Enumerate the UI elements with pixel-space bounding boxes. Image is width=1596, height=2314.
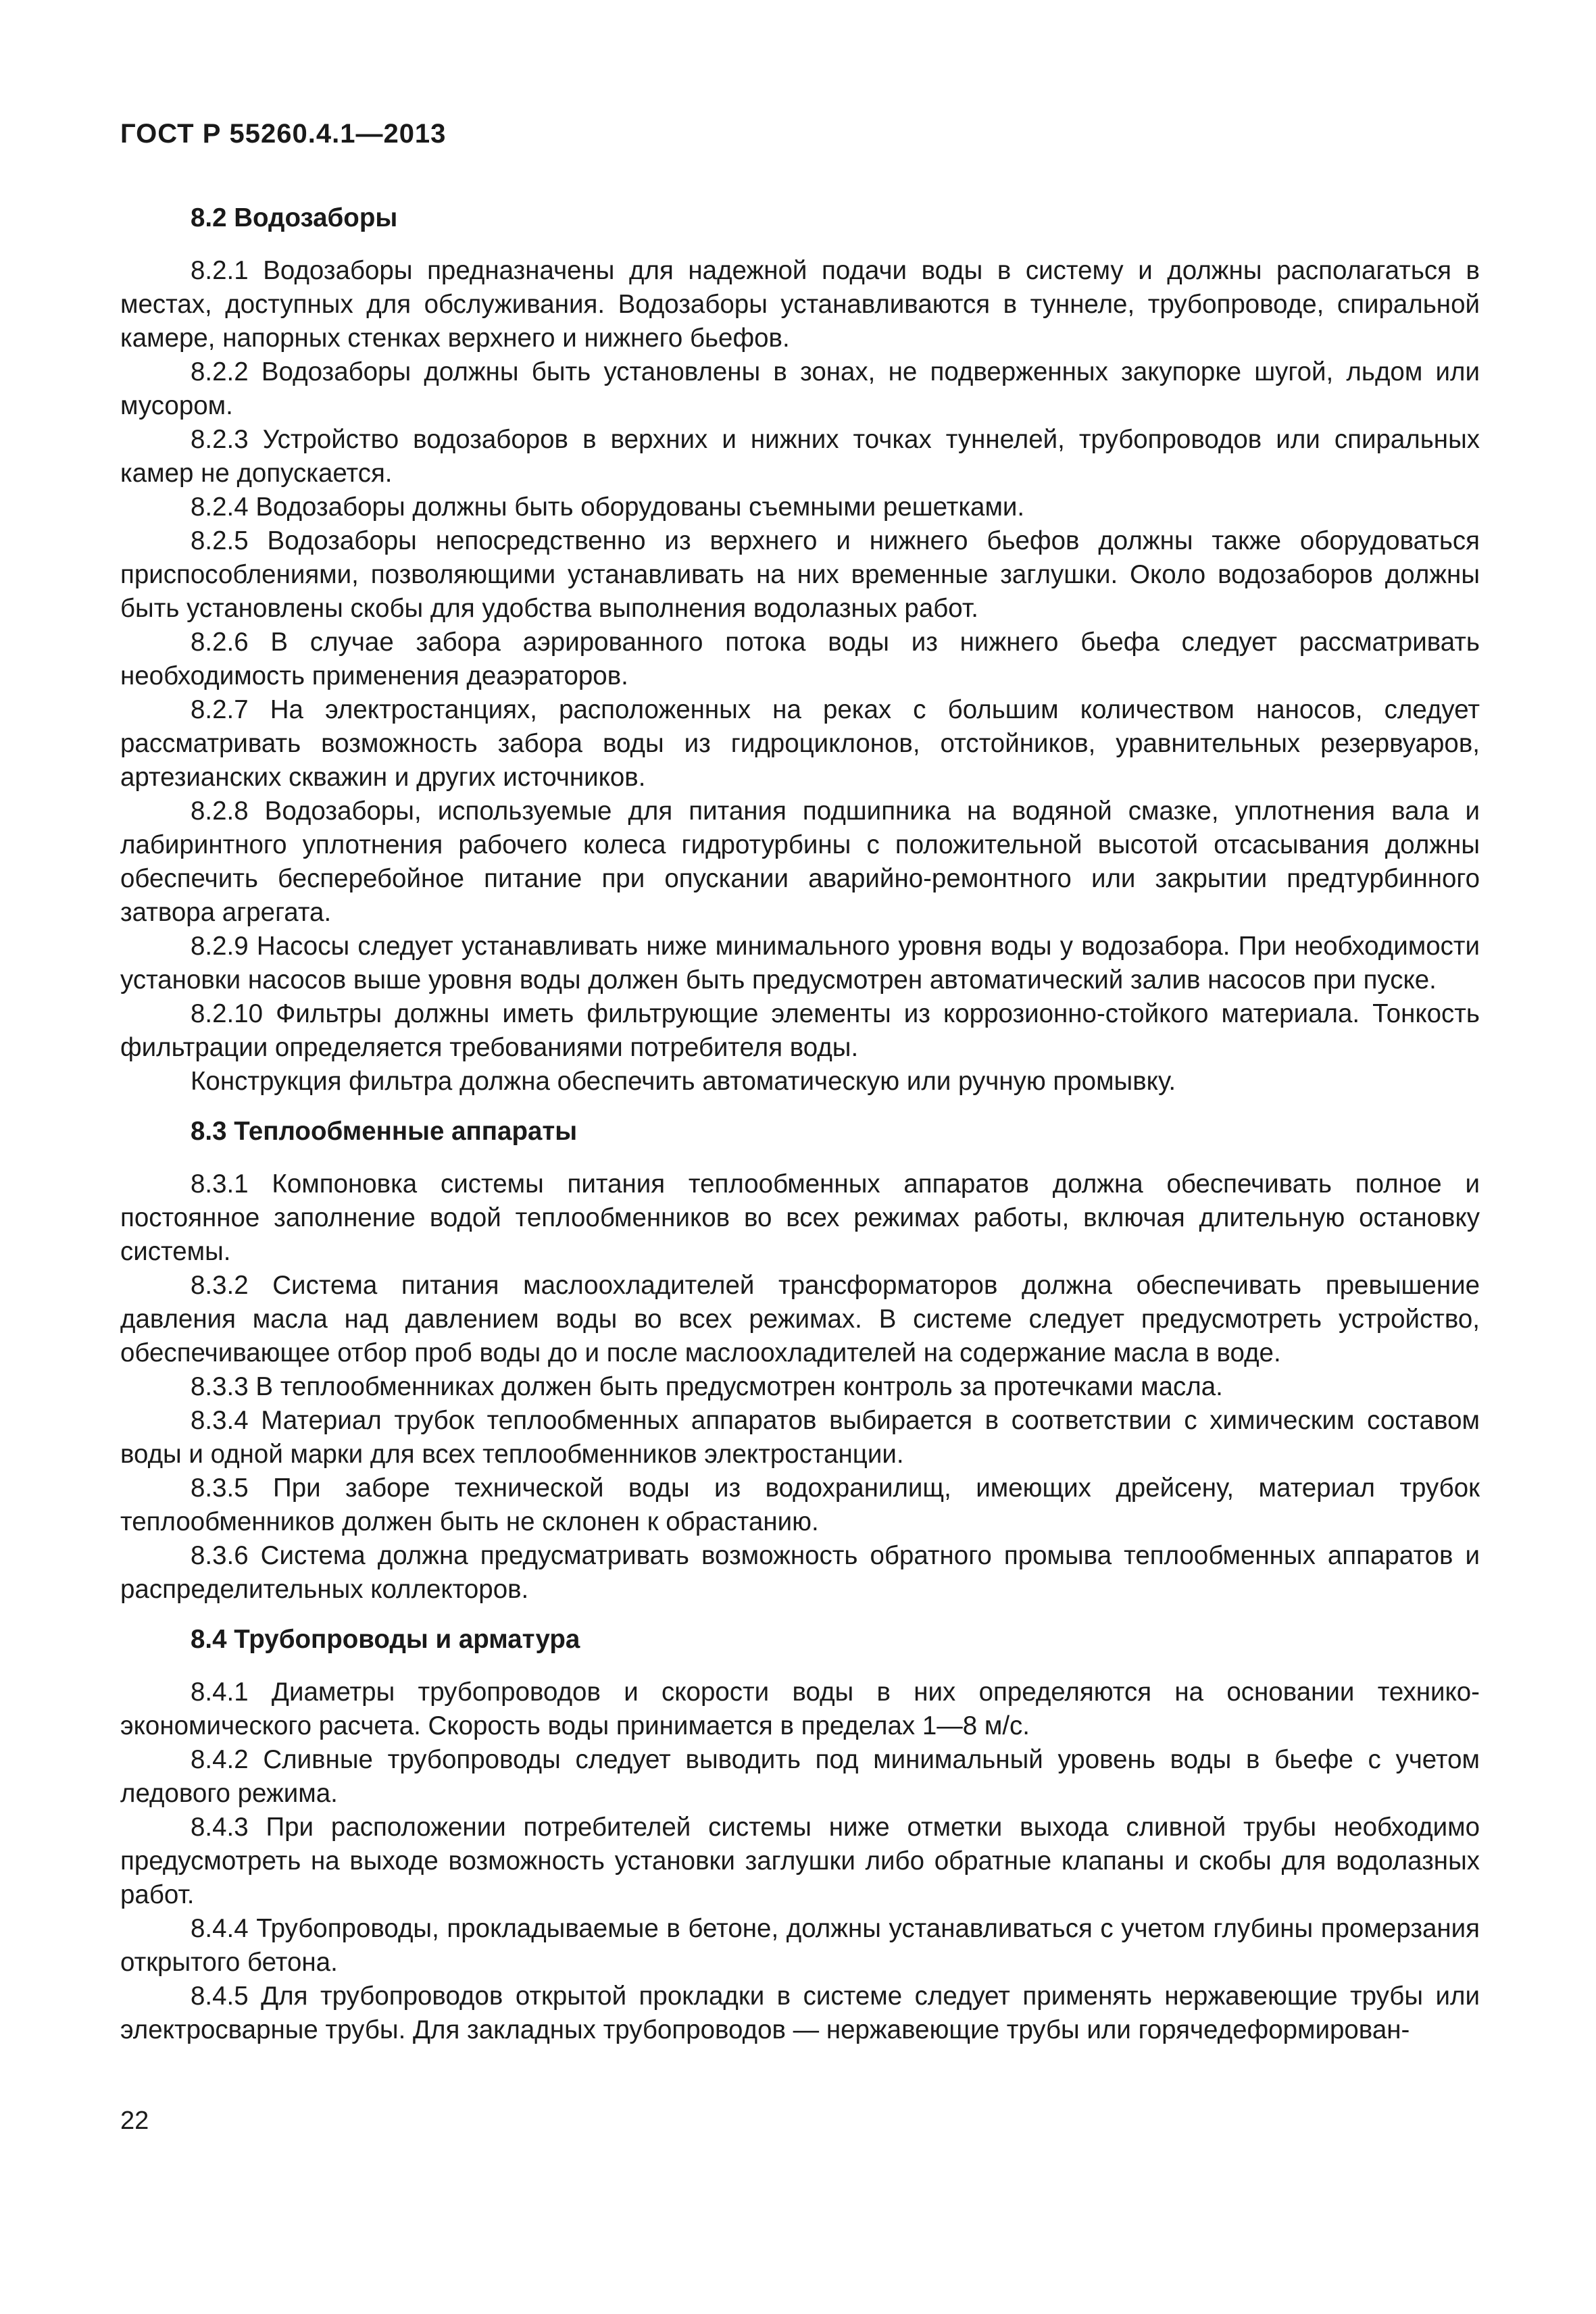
paragraph-8-2-9: 8.2.9 Насосы следует устанавливать ниже минимального уровня воды у водозабора. При необходимости установки насосов выше уровня воды должен быть предусмотрен автоматический залив насосов при пуске.: [120, 932, 1480, 995]
paragraph-8-2-2: 8.2.2 Водозаборы должны быть установлены в зонах, не подверженных закупорке шугой, льдом или мусором.: [120, 357, 1480, 420]
section-heading-8-3: 8.3 Теплообменные аппараты: [191, 1117, 578, 1146]
page-number: 22: [120, 2107, 149, 2135]
document-header: ГОСТ Р 55260.4.1—2013: [120, 119, 447, 149]
paragraph-8-2-5: 8.2.5 Водозаборы непосредственно из верхнего и нижнего бьефов должны также оборудоваться приспособлениями, позволяющими устанавливать на них временные заглушки. Около водозаборов должны быть установлены скобы для удобства выполнения водолазных работ.: [120, 526, 1480, 623]
paragraph-8-2-4: 8.2.4 Водозаборы должны быть оборудованы съемными решетками.: [191, 493, 1025, 522]
paragraph-8-3-4: 8.3.4 Материал трубок теплообменных аппаратов выбирается в соответствии с химическим составом воды и одной марки для всех теплообменников электростанции.: [120, 1406, 1480, 1469]
paragraph-8-2-6: 8.2.6 В случае забора аэрированного потока воды из нижнего бьефа следует рассматривать необходимость применения деаэраторов.: [120, 628, 1480, 690]
section-heading-8-4: 8.4 Трубопроводы и арматура: [191, 1625, 580, 1654]
paragraph-8-3-2: 8.3.2 Система питания маслоохладителей трансформаторов должна обеспечивать превышение давления масла над давлением воды во всех режимах. В системе следует предусмотреть устройство, обеспечивающее отбор проб воды до и после маслоохладителей на содержание масла в воде.: [120, 1271, 1480, 1367]
section-heading-8-2: 8.2 Водозаборы: [191, 203, 398, 232]
paragraph-8-3-5: 8.3.5 При заборе технической воды из водохранилищ, имеющих дрейсену, материал трубок теплообменников должен быть не склонен к обрастанию.: [120, 1474, 1480, 1536]
document-body: [120, 201, 1480, 2047]
paragraph-8-2-1: 8.2.1 Водозаборы предназначены для надежной подачи воды в систему и должны располагаться в местах, доступных для обслуживания. Водозаборы устанавливаются в туннеле, трубопроводе, спиральной камере, напорных стенках верхнего и нижнего бьефов.: [120, 256, 1480, 353]
paragraph-8-4-3: 8.4.3 При расположении потребителей системы ниже отметки выхода сливной трубы необходимо предусмотреть на выходе возможность установки заглушки либо обратные клапаны и скобы для водолазных работ.: [120, 1813, 1480, 1909]
paragraph-8-4-2: 8.4.2 Сливные трубопроводы следует выводить под минимальный уровень воды в бьефе с учетом ледового режима.: [120, 1745, 1480, 1808]
paragraph-8-3-1: 8.3.1 Компоновка системы питания теплообменных аппаратов должна обеспечивать полное и постоянное заполнение водой теплообменников во всех режимах работы, включая длительную остановку системы.: [120, 1169, 1480, 1266]
paragraph-8-2-7: 8.2.7 На электростанциях, расположенных на реках с большим количеством наносов, следует рассматривать возможность забора воды из гидроциклонов, отстойников, уравнительных резервуаров, артезианских скважин и других источников.: [120, 695, 1480, 792]
paragraph-8-4-4: 8.4.4 Трубопроводы, прокладываемые в бетоне, должны устанавливаться с учетом глубины промерзания открытого бетона.: [120, 1914, 1480, 1977]
paragraph-8-3-3: 8.3.3 В теплообменниках должен быть предусмотрен контроль за протечками масла.: [191, 1372, 1223, 1401]
paragraph-8-2-3: 8.2.3 Устройство водозаборов в верхних и нижних точках туннелей, трубопроводов или спиральных камер не допускается.: [120, 425, 1480, 488]
paragraph-8-3-6: 8.3.6 Система должна предусматривать возможность обратного промыва теплообменных аппаратов и распределительных коллекторов.: [120, 1541, 1480, 1604]
paragraph-8-2-10: 8.2.10 Фильтры должны иметь фильтрующие элементы из коррозионно-стойкого материала. Тонкость фильтрации определяется требованиями потребителя воды.: [120, 999, 1480, 1062]
paragraph-8-2-10-continued: Конструкция фильтра должна обеспечить автоматическую или ручную промывку.: [191, 1067, 1176, 1096]
paragraph-8-2-8: 8.2.8 Водозаборы, используемые для питания подшипника на водяной смазке, уплотнения вала и лабиринтного уплотнения рабочего колеса гидротурбины с положительной высотой отсасывания должны обеспечить бесперебойное питание при опускании аварийно-ремонтного или закрытии предтурбинного затвора агрегата.: [120, 797, 1480, 927]
paragraph-8-4-1: 8.4.1 Диаметры трубопроводов и скорости воды в них определяются на основании технико-экономического расчета. Скорость воды принимается в пределах 1—8 м/с.: [120, 1678, 1480, 1740]
paragraph-8-4-5: 8.4.5 Для трубопроводов открытой прокладки в системе следует применять нержавеющие трубы или электросварные трубы. Для закладных трубопроводов — нержавеющие трубы или горячедеформирован-: [120, 1982, 1480, 2044]
